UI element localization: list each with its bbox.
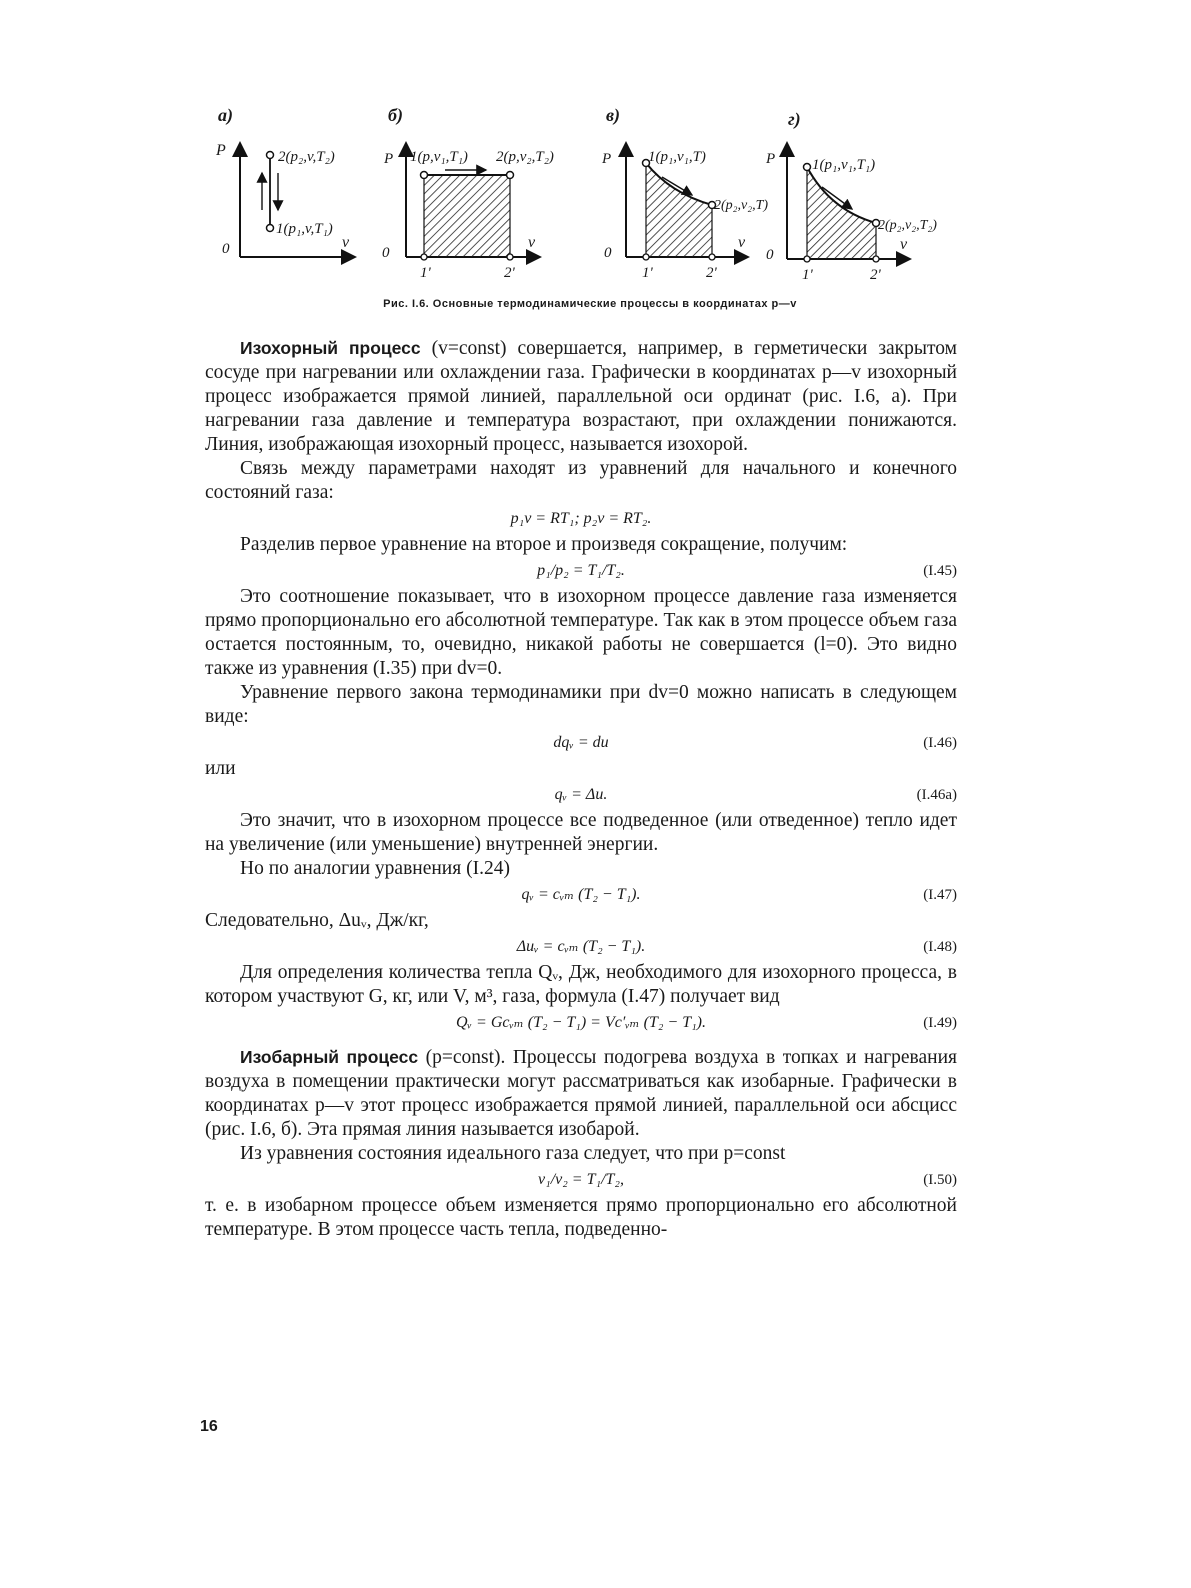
equation-i46: dqᵥ = du (I.46) (205, 729, 957, 757)
equation-number: (I.46а) (916, 787, 957, 803)
v-axis-label-a: v (342, 234, 350, 251)
panel-letter-a: а) (218, 105, 233, 125)
point-2-label-v: 2(p₂,v₂,T) (714, 198, 769, 213)
paragraph: Следовательно, Δuᵥ, Дж/кг, (205, 910, 429, 931)
paragraph: Это соотношение показывает, что в изохорном процессе давление газа изменяется прямо пропорционально его абсолютной температуре. Так как в этом процессе объем газа остается постоянным, то, очевидно, никакой работы не совершается (l=0). Это видно также из уравнения (I.35) при dv=0. (205, 586, 957, 679)
p-axis-label-g: P (766, 151, 776, 167)
point-2-label-b: 2(p,v₂,T₂) (496, 149, 554, 165)
tick-1-label-g: 1' (802, 267, 813, 283)
equation-i45: p₁/p₂ = T₁/T₂. (I.45) (205, 557, 957, 585)
paragraph-isobaric: Изобарный процесс (p=const). Процессы подогрева воздуха в топках и нагревания воздуха в помещении практически могут рассматриваться как изобарные. Графически в координатах p—v этот процесс изображается прямой линией, параллельной оси абсцисс (рис. I.6, б). Эта прямая линия называется изобарой. (205, 1047, 957, 1140)
panel-letter-b: б) (388, 105, 403, 125)
p-axis-label-a: P (216, 142, 226, 159)
point-2-label-a: 2(p₂,v,T₂) (278, 149, 335, 165)
p-axis-label-v: P (602, 151, 612, 167)
paragraph-isochoric: Изохорный процесс (v=const) совершается, например, в герметически закрытом сосуде при нагревании или охлаждении газа. Графически в координатах p—v изохорный процесс изображается прямой линией, параллельной оси ординат (рис. I.6, а). При нагревании газа давление и температура возрастают, при охлаждении понижаются. Линия, изображающая изохорный процесс, называется изохорой. (205, 338, 957, 455)
tick-2-label-g: 2' (870, 267, 881, 283)
point-2-label-g: 2(p₂,v₂,T₂) (878, 218, 937, 233)
panel-a (215, 105, 355, 257)
paragraph: Из уравнения состояния идеального газа следует, что при p=const (240, 1143, 786, 1164)
paragraph: Разделив первое уравнение на второе и произведя сокращение, получим: (240, 534, 848, 555)
panel-b (382, 105, 554, 281)
equation-i46a: qᵥ = Δu. (I.46а) (205, 781, 957, 809)
paragraph: Для определения количества тепла Qᵥ, Дж, необходимого для изохорного процесса, в котором участвуют G, кг, или V, м³, газа, формула (I.47) получает вид (205, 962, 957, 1007)
paragraph-or: или (205, 758, 236, 779)
origin-label-v: 0 (604, 245, 612, 261)
panel-g (765, 109, 937, 283)
tick-1-label-b: 1' (420, 265, 431, 281)
equation-i50: v₁/v₂ = T₁/T₂, (I.50) (205, 1166, 957, 1194)
origin-label-b: 0 (382, 245, 390, 261)
panel-letter-v: в) (606, 105, 621, 125)
point-1-label-a: 1(p₁,v,T₁) (276, 221, 333, 237)
term-isochoric: Изохорный процесс (240, 338, 421, 358)
figure-pv-diagrams (200, 95, 980, 295)
point-1-label-b: 1(p,v₁,T₁) (410, 149, 468, 165)
paragraph: Связь между параметрами находят из уравнений для начального и конечного состояний газа: (205, 458, 957, 503)
origin-label-a: 0 (222, 241, 230, 257)
v-axis-label-v: v (738, 234, 746, 251)
figure-caption: Рис. I.6. Основные термодинамические процессы в координатах p—v (383, 298, 797, 310)
tick-2-label-b: 2' (504, 265, 515, 281)
equation-number: (I.45) (923, 563, 957, 579)
equation-i49: Qᵥ = Gcᵥₘ (T₂ − T₁) = Vc′ᵥₘ (T₂ − T₁). (I.49) (205, 1009, 957, 1037)
equation-number: (I.48) (923, 939, 957, 955)
equation-number: (I.46) (923, 735, 957, 751)
term-isobaric: Изобарный процесс (240, 1047, 419, 1067)
paragraph: Уравнение первого закона термодинамики при dv=0 можно написать в следующем виде: (205, 682, 957, 727)
equation: p₁v = RT₁; p₂v = RT₂. (510, 510, 652, 527)
equation-number: (I.50) (923, 1172, 957, 1188)
equation-number: (I.47) (923, 887, 957, 903)
panel-letter-g: г) (788, 109, 801, 129)
p-axis-label-b: P (384, 151, 394, 167)
paragraph: Но по аналогии уравнения (I.24) (240, 858, 510, 879)
v-axis-label-b: v (528, 234, 536, 251)
equation-i47: qᵥ = cᵥₘ (T₂ − T₁). (I.47) (205, 881, 957, 909)
paragraph: Это значит, что в изохорном процессе все подведенное (или отведенное) тепло идет на увеличение (или уменьшение) внутренней энергии. (205, 810, 957, 855)
v-axis-label-g: v (900, 236, 908, 253)
origin-label-g: 0 (766, 247, 774, 263)
page-number: 16 (200, 1418, 218, 1435)
paragraph: т. е. в изобарном процессе объем изменяется прямо пропорционально его абсолютной температуре. В этом процессе часть тепла, подведенно- (205, 1195, 957, 1240)
point-1-label-v: 1(p₁,v₁,T) (648, 149, 706, 165)
body-text (205, 336, 957, 1242)
tick-2-label-v: 2' (706, 265, 717, 281)
point-1-label-g: 1(p₁,v₁,T₁) (812, 157, 876, 173)
equation-i48: Δuᵥ = cᵥₘ (T₂ − T₁). (I.48) (205, 933, 957, 961)
tick-1-label-v: 1' (642, 265, 653, 281)
equation-number: (I.49) (923, 1015, 957, 1031)
panel-v (601, 105, 768, 281)
